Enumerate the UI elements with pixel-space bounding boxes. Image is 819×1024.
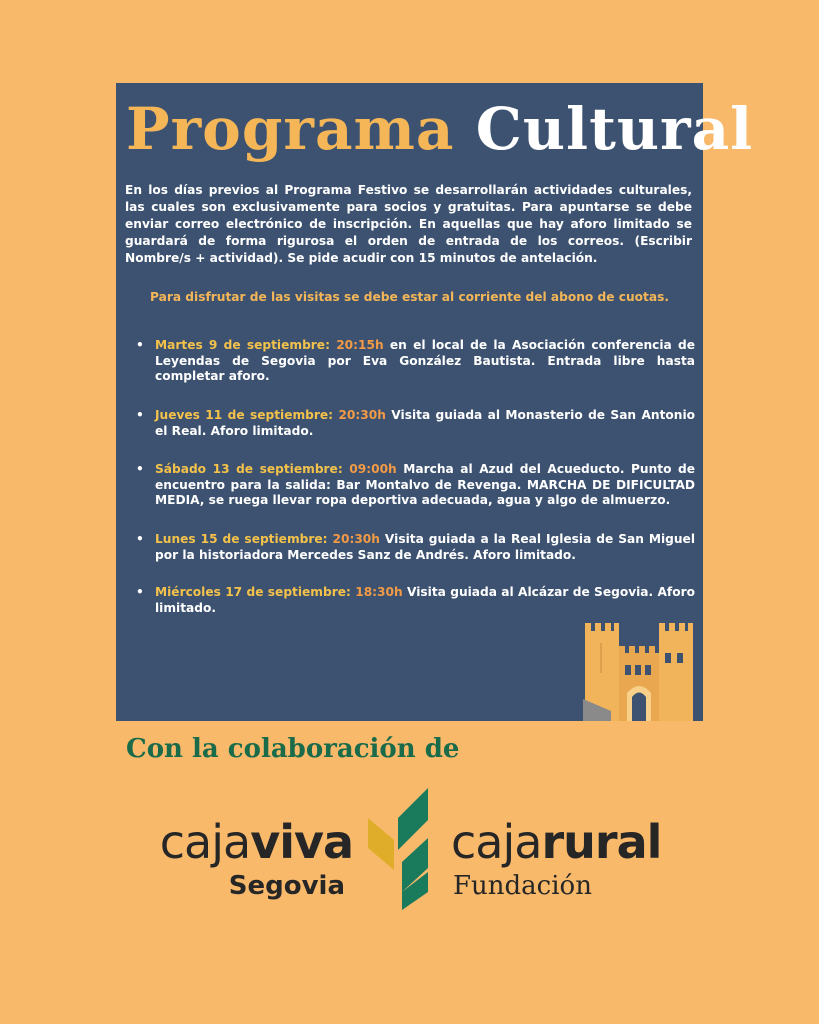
event-item [136,408,696,439]
event-item [136,585,695,616]
bullet-dot-icon: • [136,408,144,422]
bullet-dot-icon: • [136,338,144,352]
cajaviva-segovia-logo [133,815,353,905]
title-word-cultural: Cultural [475,95,754,163]
event-time: 20:30h [338,408,386,422]
event-date: Martes 9 de septiembre: [155,338,330,352]
title-word-programa: Programa [126,95,455,163]
cajarural-wordmark [451,815,661,869]
event-date: Sábado 13 de septiembre: [155,462,343,476]
cajaviva-subtitle: Segovia [228,871,345,901]
page-title [126,89,753,169]
bullet-dot-icon: • [136,462,144,476]
collaboration-heading: Con la colaboración de [126,734,460,764]
bullet-dot-icon: • [136,585,144,599]
event-description: Visita guiada a la Real Iglesia de San Miguel por la historiadora Mercedes Sanz de Andrés. Aforo limitado. [155,532,695,562]
event-item [136,532,695,563]
event-time: 09:00h [349,462,397,476]
cajarural-light: caja [451,815,542,869]
cajaviva-bold: viva [250,815,353,869]
cajarural-bold: rural [541,815,662,869]
event-description: Visita guiada al Alcázar de Segovia. Aforo limitado. [155,585,695,615]
event-time: 18:30h [355,585,403,599]
event-item [136,338,695,385]
castle-illustration-icon [583,613,695,721]
cajaviva-leaf-logo-icon [368,788,434,910]
intro-paragraph: En los días previos al Programa Festivo se desarrollarán actividades culturales, las cuales son exclusivamente para socios y gratuitas. Para apuntarse se debe enviar correo electrónico de inscripción. En aquellas que hay aforo limitado se guardará de forma rigurosa el orden de entrada de los correos. (Escribir Nombre/s + actividad). Se pide acudir con 15 minutos de antelación. [125,183,692,265]
event-time: 20:30h [332,532,380,546]
program-panel [116,83,754,721]
bullet-dot-icon: • [136,532,144,546]
event-time: 20:15h [336,338,384,352]
event-description: Marcha al Azud del Acueducto. Punto de encuentro para la salida: Bar Montalvo de Revenga. MARCHA DE DIFICULTAD MEDIA, se ruega llevar ropa deportiva adecuada, agua y algo de almuerzo. [155,462,696,507]
event-date: Jueves 11 de septiembre: [155,408,334,422]
cajarural-subtitle: Fundación [453,871,592,901]
event-date: Lunes 15 de septiembre: [155,532,328,546]
dues-note: Para disfrutar de las visitas se debe estar al corriente del abono de cuotas. [150,290,669,304]
event-description: Visita guiada al Monasterio de San Antonio el Real. Aforo limitado. [155,408,696,438]
event-date: Miércoles 17 de septiembre: [155,585,351,599]
cajarural-fundacion-logo [451,815,711,905]
event-description: en el local de la Asociación conferencia de Leyendas de Segovia por Eva González Bautista. Entrada libre hasta completar aforo. [155,338,695,383]
event-item [136,462,696,509]
cajaviva-wordmark [160,815,353,869]
cajaviva-light: caja [159,815,251,869]
